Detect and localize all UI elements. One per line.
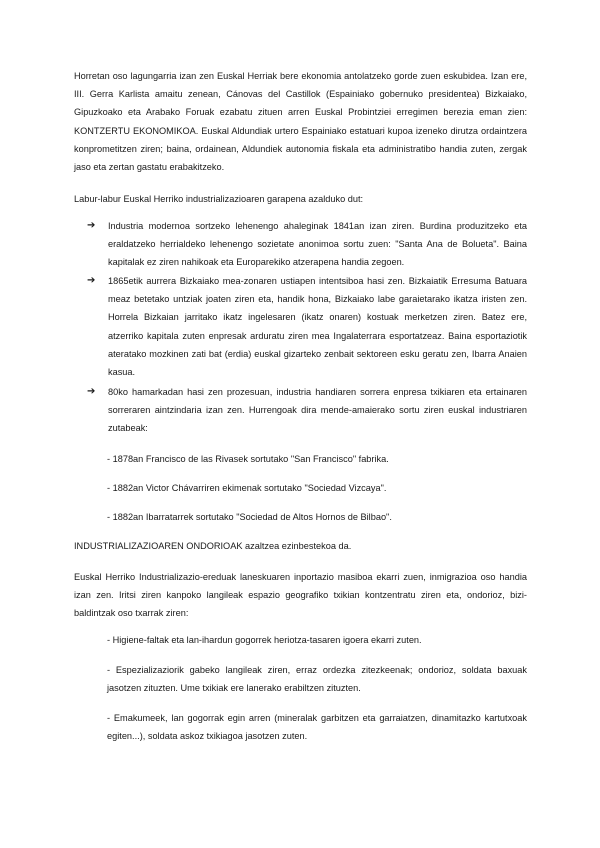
pillar-item-san-francisco: - 1878an Francisco de las Rivasek sortutako "San Francisco" fabrika. <box>107 454 389 464</box>
bullet-text: 1865etik aurrera Bizkaiako mea-zonaren ustiapen intentsiboa hasi zen. Bizkaiatik Erresuma Batuara meaz betetako untziak joaten ziren eta, handik hona, Bizkaiako labe garaietarako ikatza iristen zen. Horrela Bizkaian jarritako ikatz ingelesaren (ikatz onaren) kostuak merketzen ziren. Batez ere, atzerriko kapitala zuten enpresak arduratu ziren mea Ingalaterrara esportatzeaz. Baina esportaziotik ateratako mozkinen zati bat (erdia) euskal gizarteko zenbait sektoreen esku geratu zen, Ibarra Anaien kasua. <box>108 276 527 378</box>
pillar-item-altos-hornos: - 1882an Ibarratarrek sortutako "Sociedad de Altos Hornos de Bilbao". <box>107 512 392 522</box>
bullet-text: Industria modernoa sortzeko lehenengo ahaleginak 1841an izan ziren. Burdina produzitzeko eta eraldatzeko herrialdeko lehenengo sozietate anonimoa sortu zuen: "Santa Ana de Bolueta". Baina kapitalak ez ziren nahikoak eta Europarekiko atzerapena handia zegoen. <box>108 221 527 268</box>
consequences-heading-paragraph <box>74 537 527 555</box>
arrow-icon: ➔ <box>87 386 96 397</box>
consequences-title: INDUSTRIALIZAZIOAREN ONDORIOAK <box>74 541 243 551</box>
bullet-text: 80ko hamarkadan hasi zen prozesuan, industria handiaren sorrera enpresa txikiaren eta ertainaren sorreraren aintzindaria izan zen. Hurrengoak dira mende-amaierako sortu ziren euskal industriaren zutabeak: <box>108 387 527 434</box>
pillar-item-sociedad-vizcaya: - 1882an Victor Chávarriren ekimenak sortutako "Sociedad Vizcaya". <box>107 483 387 493</box>
summary-lead-paragraph: Labur-labur Euskal Herriko industrializazioaren garapena azalduko dut: <box>74 194 364 204</box>
condition-item-unskilled: - Espezializaziorik gabeko langileak ziren, erraz ordezka zitezkeenak; ondorioz, soldata baxuak jasotzen zituzten. Ume txikiak ere lanerako erabiltzen zituzten. <box>107 665 527 694</box>
condition-item-hygiene: - Higiene-faltak eta lan-ihardun gogorrek heriotza-tasaren igoera ekarri zuten. <box>107 635 422 645</box>
intro-paragraph: Horretan oso lagungarria izan zen Euskal Herriak bere ekonomia antolatzeko gorde zuen eskubidea. Izan ere, III. Gerra Karlista amaitu zenean, Cánovas del Castillok (Espainiako gobernuko presidentea) Bizkaiako, Gipuzkoako eta Arabako Foruak ezabatu zituen arren Euskal Probintziei erregimen berezia eman zien: KONTZERTU EKONOMIKOA. Euskal Aldundiak urtero Espainiako estatuari kupoa izeneko dirutza ordaintzera konprometitzen ziren; baina, ordainean, Aldundiek autonomia fiskala eta administratibo handia zuten, zergak jaso eta zertan gastatu erabakitzeko. <box>74 71 527 173</box>
arrow-icon: ➔ <box>87 220 96 231</box>
bullet-item-1 <box>87 217 527 272</box>
condition-item-women: - Emakumeek, lan gogorrak egin arren (mineralak garbitzen eta garraiatzen, dinamitazko kartutxoak egiten...), soldata askoz txikiagoa jasotzen zuten. <box>107 713 527 742</box>
immigration-paragraph: Euskal Herriko Industrializazio-ereduak laneskuaren inportazio masiboa ekarri zuen, inmigrazioa oso handia izan zen. Iritsi ziren kanpoko langileak espazio geografiko txikian kontzentratu ziren eta, ondorioz, bizi-baldintzak oso txarrak ziren: <box>74 572 527 619</box>
bullet-item-2 <box>87 272 527 381</box>
bullet-item-3 <box>87 383 527 438</box>
arrow-icon: ➔ <box>87 275 96 286</box>
consequences-rest: azaltzea ezinbestekoa da. <box>242 541 352 551</box>
